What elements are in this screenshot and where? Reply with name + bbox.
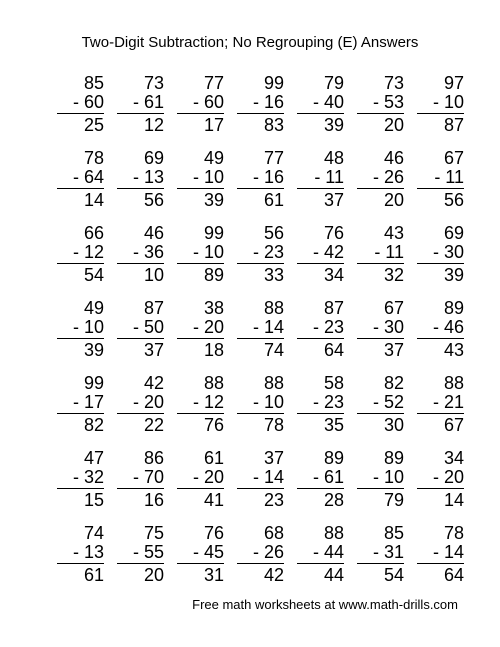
subtrahend: - 10 bbox=[177, 168, 224, 189]
answer: 35 bbox=[323, 415, 344, 435]
minuend: 89 bbox=[443, 298, 464, 318]
subtrahend: - 23 bbox=[297, 393, 344, 414]
subtraction-problem bbox=[52, 524, 112, 599]
subtraction-problem bbox=[232, 149, 292, 224]
answer: 16 bbox=[143, 490, 164, 510]
answer: 82 bbox=[83, 415, 104, 435]
minuend: 67 bbox=[383, 298, 404, 318]
minuend: 88 bbox=[263, 298, 284, 318]
minuend: 89 bbox=[383, 448, 404, 468]
subtraction-problem bbox=[412, 374, 472, 449]
subtraction-problem bbox=[292, 224, 352, 299]
minuend: 49 bbox=[203, 148, 224, 168]
minuend: 87 bbox=[143, 298, 164, 318]
subtrahend: - 12 bbox=[177, 393, 224, 414]
minuend: 34 bbox=[443, 448, 464, 468]
subtrahend: - 17 bbox=[57, 393, 104, 414]
subtrahend: - 10 bbox=[57, 318, 104, 339]
subtrahend: - 36 bbox=[117, 243, 164, 264]
minuend: 77 bbox=[263, 148, 284, 168]
minuend: 79 bbox=[323, 73, 344, 93]
minuend: 58 bbox=[323, 373, 344, 393]
subtrahend: - 61 bbox=[297, 468, 344, 489]
subtraction-problem bbox=[292, 449, 352, 524]
subtraction-problem bbox=[352, 299, 412, 374]
subtrahend: - 20 bbox=[417, 468, 464, 489]
subtrahend: - 30 bbox=[417, 243, 464, 264]
minuend: 69 bbox=[143, 148, 164, 168]
subtrahend: - 44 bbox=[297, 543, 344, 564]
subtraction-problem bbox=[172, 449, 232, 524]
subtraction-problem bbox=[412, 149, 472, 224]
subtrahend: - 61 bbox=[117, 93, 164, 114]
answer: 25 bbox=[83, 115, 104, 135]
minuend: 99 bbox=[203, 223, 224, 243]
problem-grid bbox=[52, 74, 472, 599]
subtrahend: - 23 bbox=[237, 243, 284, 264]
answer: 23 bbox=[263, 490, 284, 510]
minuend: 75 bbox=[143, 523, 164, 543]
minuend: 74 bbox=[83, 523, 104, 543]
answer: 61 bbox=[263, 190, 284, 210]
subtraction-problem bbox=[232, 299, 292, 374]
subtrahend: - 40 bbox=[297, 93, 344, 114]
subtrahend: - 14 bbox=[417, 543, 464, 564]
subtraction-problem bbox=[52, 449, 112, 524]
subtraction-problem bbox=[292, 299, 352, 374]
answer: 76 bbox=[203, 415, 224, 435]
answer: 56 bbox=[143, 190, 164, 210]
subtrahend: - 10 bbox=[177, 243, 224, 264]
subtraction-problem bbox=[232, 449, 292, 524]
subtraction-problem bbox=[352, 449, 412, 524]
answer: 20 bbox=[383, 115, 404, 135]
subtrahend: - 60 bbox=[177, 93, 224, 114]
subtraction-problem bbox=[172, 299, 232, 374]
minuend: 48 bbox=[323, 148, 344, 168]
subtraction-problem bbox=[172, 524, 232, 599]
subtrahend: - 20 bbox=[177, 468, 224, 489]
subtraction-problem bbox=[292, 524, 352, 599]
minuend: 88 bbox=[203, 373, 224, 393]
subtraction-problem bbox=[52, 224, 112, 299]
minuend: 38 bbox=[203, 298, 224, 318]
worksheet-title: Two-Digit Subtraction; No Regrouping (E) Answers bbox=[81, 34, 419, 51]
minuend: 97 bbox=[443, 73, 464, 93]
subtrahend: - 11 bbox=[297, 168, 344, 189]
subtraction-problem bbox=[292, 74, 352, 149]
minuend: 86 bbox=[143, 448, 164, 468]
answer: 37 bbox=[143, 340, 164, 360]
minuend: 37 bbox=[263, 448, 284, 468]
subtrahend: - 21 bbox=[417, 393, 464, 414]
subtrahend: - 23 bbox=[297, 318, 344, 339]
answer: 87 bbox=[443, 115, 464, 135]
subtrahend: - 26 bbox=[237, 543, 284, 564]
subtrahend: - 26 bbox=[357, 168, 404, 189]
answer: 54 bbox=[83, 265, 104, 285]
subtrahend: - 12 bbox=[57, 243, 104, 264]
minuend: 46 bbox=[143, 223, 164, 243]
subtraction-problem bbox=[232, 74, 292, 149]
minuend: 89 bbox=[323, 448, 344, 468]
answer: 39 bbox=[203, 190, 224, 210]
subtrahend: - 45 bbox=[177, 543, 224, 564]
subtrahend: - 70 bbox=[117, 468, 164, 489]
answer: 64 bbox=[443, 565, 464, 585]
minuend: 69 bbox=[443, 223, 464, 243]
subtrahend: - 11 bbox=[357, 243, 404, 264]
subtraction-problem bbox=[112, 449, 172, 524]
answer: 64 bbox=[323, 340, 344, 360]
answer: 74 bbox=[263, 340, 284, 360]
subtraction-problem bbox=[292, 149, 352, 224]
subtrahend: - 14 bbox=[237, 318, 284, 339]
subtraction-problem bbox=[352, 224, 412, 299]
subtraction-problem bbox=[412, 524, 472, 599]
subtrahend: - 10 bbox=[357, 468, 404, 489]
subtraction-problem bbox=[172, 74, 232, 149]
minuend: 73 bbox=[143, 73, 164, 93]
subtraction-problem bbox=[112, 74, 172, 149]
subtrahend: - 60 bbox=[57, 93, 104, 114]
subtraction-problem bbox=[112, 224, 172, 299]
answer: 44 bbox=[323, 565, 344, 585]
minuend: 78 bbox=[83, 148, 104, 168]
subtrahend: - 46 bbox=[417, 318, 464, 339]
subtraction-problem bbox=[172, 149, 232, 224]
answer: 79 bbox=[383, 490, 404, 510]
subtraction-problem bbox=[172, 224, 232, 299]
minuend: 47 bbox=[83, 448, 104, 468]
minuend: 87 bbox=[323, 298, 344, 318]
subtrahend: - 32 bbox=[57, 468, 104, 489]
answer: 12 bbox=[143, 115, 164, 135]
subtraction-problem bbox=[412, 449, 472, 524]
answer: 10 bbox=[143, 265, 164, 285]
subtrahend: - 13 bbox=[57, 543, 104, 564]
answer: 17 bbox=[203, 115, 224, 135]
subtraction-problem bbox=[112, 374, 172, 449]
answer: 32 bbox=[383, 265, 404, 285]
subtrahend: - 16 bbox=[237, 168, 284, 189]
subtrahend: - 10 bbox=[237, 393, 284, 414]
answer: 39 bbox=[323, 115, 344, 135]
subtraction-problem bbox=[112, 149, 172, 224]
subtraction-problem bbox=[232, 524, 292, 599]
subtraction-problem bbox=[112, 299, 172, 374]
minuend: 82 bbox=[383, 373, 404, 393]
answer: 14 bbox=[83, 190, 104, 210]
minuend: 88 bbox=[443, 373, 464, 393]
subtraction-problem bbox=[232, 224, 292, 299]
subtraction-problem bbox=[52, 299, 112, 374]
minuend: 66 bbox=[83, 223, 104, 243]
subtraction-problem bbox=[292, 374, 352, 449]
answer: 15 bbox=[83, 490, 104, 510]
answer: 20 bbox=[143, 565, 164, 585]
answer: 83 bbox=[263, 115, 284, 135]
minuend: 78 bbox=[443, 523, 464, 543]
subtrahend: - 30 bbox=[357, 318, 404, 339]
minuend: 85 bbox=[383, 523, 404, 543]
answer: 37 bbox=[383, 340, 404, 360]
subtrahend: - 55 bbox=[117, 543, 164, 564]
answer: 18 bbox=[203, 340, 224, 360]
subtraction-problem bbox=[52, 374, 112, 449]
minuend: 68 bbox=[263, 523, 284, 543]
subtraction-problem bbox=[352, 374, 412, 449]
minuend: 99 bbox=[263, 73, 284, 93]
subtraction-problem bbox=[232, 374, 292, 449]
answer: 67 bbox=[443, 415, 464, 435]
subtrahend: - 64 bbox=[57, 168, 104, 189]
answer: 33 bbox=[263, 265, 284, 285]
minuend: 76 bbox=[203, 523, 224, 543]
answer: 41 bbox=[203, 490, 224, 510]
subtrahend: - 42 bbox=[297, 243, 344, 264]
minuend: 61 bbox=[203, 448, 224, 468]
answer: 30 bbox=[383, 415, 404, 435]
subtrahend: - 10 bbox=[417, 93, 464, 114]
subtraction-problem bbox=[412, 74, 472, 149]
subtraction-problem bbox=[352, 74, 412, 149]
subtrahend: - 13 bbox=[117, 168, 164, 189]
subtraction-problem bbox=[352, 149, 412, 224]
minuend: 56 bbox=[263, 223, 284, 243]
subtrahend: - 16 bbox=[237, 93, 284, 114]
answer: 14 bbox=[443, 490, 464, 510]
answer: 78 bbox=[263, 415, 284, 435]
subtraction-problem bbox=[52, 74, 112, 149]
subtraction-problem bbox=[412, 299, 472, 374]
minuend: 85 bbox=[83, 73, 104, 93]
minuend: 88 bbox=[263, 373, 284, 393]
minuend: 99 bbox=[83, 373, 104, 393]
minuend: 88 bbox=[323, 523, 344, 543]
minuend: 42 bbox=[143, 373, 164, 393]
minuend: 76 bbox=[323, 223, 344, 243]
subtraction-problem bbox=[412, 224, 472, 299]
answer: 39 bbox=[83, 340, 104, 360]
subtraction-problem bbox=[172, 374, 232, 449]
subtrahend: - 20 bbox=[177, 318, 224, 339]
answer: 42 bbox=[263, 565, 284, 585]
footer-text: Free math worksheets at www.math-drills.com bbox=[192, 597, 458, 612]
subtrahend: - 31 bbox=[357, 543, 404, 564]
answer: 28 bbox=[323, 490, 344, 510]
answer: 20 bbox=[383, 190, 404, 210]
subtrahend: - 52 bbox=[357, 393, 404, 414]
subtraction-problem bbox=[352, 524, 412, 599]
subtraction-problem bbox=[112, 524, 172, 599]
answer: 34 bbox=[323, 265, 344, 285]
answer: 43 bbox=[443, 340, 464, 360]
minuend: 46 bbox=[383, 148, 404, 168]
answer: 54 bbox=[383, 565, 404, 585]
minuend: 49 bbox=[83, 298, 104, 318]
answer: 61 bbox=[83, 565, 104, 585]
answer: 37 bbox=[323, 190, 344, 210]
subtrahend: - 50 bbox=[117, 318, 164, 339]
answer: 56 bbox=[443, 190, 464, 210]
minuend: 43 bbox=[383, 223, 404, 243]
minuend: 67 bbox=[443, 148, 464, 168]
subtrahend: - 53 bbox=[357, 93, 404, 114]
subtraction-problem bbox=[52, 149, 112, 224]
subtrahend: - 14 bbox=[237, 468, 284, 489]
subtrahend: - 20 bbox=[117, 393, 164, 414]
minuend: 73 bbox=[383, 73, 404, 93]
subtrahend: - 11 bbox=[417, 168, 464, 189]
minuend: 77 bbox=[203, 73, 224, 93]
answer: 39 bbox=[443, 265, 464, 285]
answer: 31 bbox=[203, 565, 224, 585]
answer: 89 bbox=[203, 265, 224, 285]
answer: 22 bbox=[143, 415, 164, 435]
